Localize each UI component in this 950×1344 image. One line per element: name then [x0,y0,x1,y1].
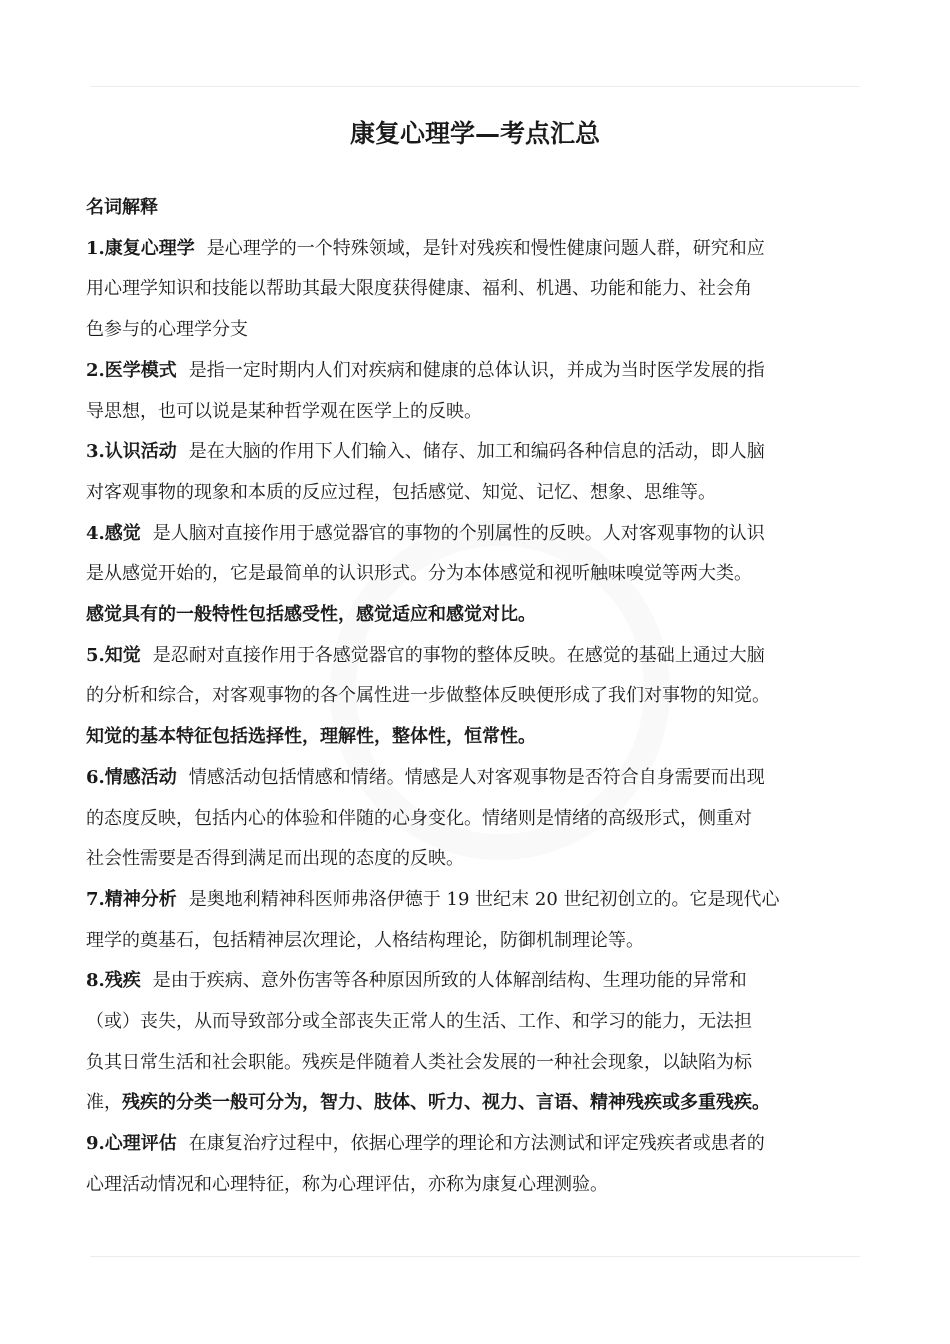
definition-text: 社会性需要是否得到满足而出现的态度的反映。 [86,848,464,870]
definition-text: 负其日常生活和社会职能。残疾是伴随着人类社会发展的一种社会现象，以缺陷为标 [86,1051,752,1073]
definition-term: 8.残疾 [86,970,141,992]
definition-term: 3.认识活动 [86,441,177,463]
definition-line [86,758,876,799]
definition-text: （或）丧失，从而导致部分或全部丧失正常人的生活、工作、和学习的能力，无法担 [86,1011,752,1033]
definition-text: 是人脑对直接作用于感觉器官的事物的个别属性的反映。人对客观事物的认识 [152,522,765,544]
key-point-line [86,717,876,758]
definition-line [86,1165,876,1206]
definition-line [86,351,876,392]
definition-line [86,554,876,595]
definition-text: 的分析和综合，对客观事物的各个属性进一步做整体反映便形成了我们对事物的知觉。 [86,685,770,707]
definition-term: 6.情感活动 [86,766,177,788]
definition-line [86,432,876,473]
definition-text: 心理活动情况和心理特征，称为心理评估，亦称为康复心理测验。 [86,1173,608,1195]
definition-text: 是由于疾病、意外伤害等各种原因所致的人体解剖结构、生理功能的异常和 [152,970,747,992]
key-point-line [86,595,876,636]
definition-text: 导思想，也可以说是某种哲学观在医学上的反映。 [86,400,482,422]
definition-line [86,473,876,514]
definition-term: 7.精神分析 [86,888,177,910]
definition-line [86,1002,876,1043]
definition-term: 1.康复心理学 [86,237,195,259]
definition-line [86,921,876,962]
top-divider [90,86,860,87]
definition-line [86,961,876,1002]
key-point-text: 残疾的分类一般可分为，智力、肢体、听力、视力、言语、精神残疾或多重残疾。 [122,1092,770,1114]
definition-term: 5.知觉 [86,644,141,666]
definition-line [86,392,876,433]
definition-text: 对客观事物的现象和本质的反应过程，包括感觉、知觉、记忆、想象、思维等。 [86,481,716,503]
definition-line [86,839,876,880]
definition-text: 是奥地利精神科医师弗洛伊德于 19 世纪末 20 世纪初创立的。它是现代心 [188,888,780,910]
definition-text: 用心理学知识和技能以帮助其最大限度获得健康、福利、机遇、功能和能力、社会角 [86,278,752,300]
definition-text: 在康复治疗过程中，依据心理学的理论和方法测试和评定残疾者或患者的 [188,1133,765,1155]
page-title: 康复心理学—考点汇总 [349,119,600,148]
definition-text: 情感活动包括情感和情绪。情感是人对客观事物是否符合自身需要而出现 [188,766,765,788]
definition-term: 9.心理评估 [86,1133,177,1155]
bottom-divider [90,1256,860,1257]
definition-text: 的态度反映，包括内心的体验和伴随的心身变化。情绪则是情绪的高级形式，侧重对 [86,807,752,829]
definition-line [86,799,876,840]
definition-text: 色参与的心理学分支 [86,319,248,341]
definition-line [86,880,876,921]
definition-line [86,1083,876,1124]
definition-line [86,269,876,310]
definition-line [86,514,876,555]
definition-line [86,676,876,717]
definition-text: 是指一定时期内人们对疾病和健康的总体认识，并成为当时医学发展的指 [188,359,765,381]
section-heading: 名词解释 [86,197,158,218]
definition-line [86,636,876,677]
key-point-text: 知觉的基本特征包括选择性，理解性，整体性，恒常性。 [86,726,536,748]
definition-text: 是忍耐对直接作用于各感觉器官的事物的整体反映。在感觉的基础上通过大脑 [152,644,765,666]
definition-text: 是从感觉开始的，它是最简单的认识形式。分为本体感觉和视听触味嗅觉等两大类。 [86,563,752,585]
definition-line [86,229,876,270]
definition-text: 理学的奠基石，包括精神层次理论，人格结构理论，防御机制理论等。 [86,929,644,951]
definition-term: 2.医学模式 [86,359,177,381]
definition-line [86,1124,876,1165]
definition-text: 准， [86,1092,122,1114]
document-body [86,188,876,1206]
definition-line [86,310,876,351]
definition-line [86,1043,876,1084]
definition-text: 是在大脑的作用下人们输入、储存、加工和编码各种信息的活动，即人脑 [188,441,765,463]
definition-term: 4.感觉 [86,522,141,544]
key-point-text: 感觉具有的一般特性包括感受性，感觉适应和感觉对比。 [86,604,536,626]
definition-text: 是心理学的一个特殊领域，是针对残疾和慢性健康问题人群，研究和应 [206,237,765,259]
